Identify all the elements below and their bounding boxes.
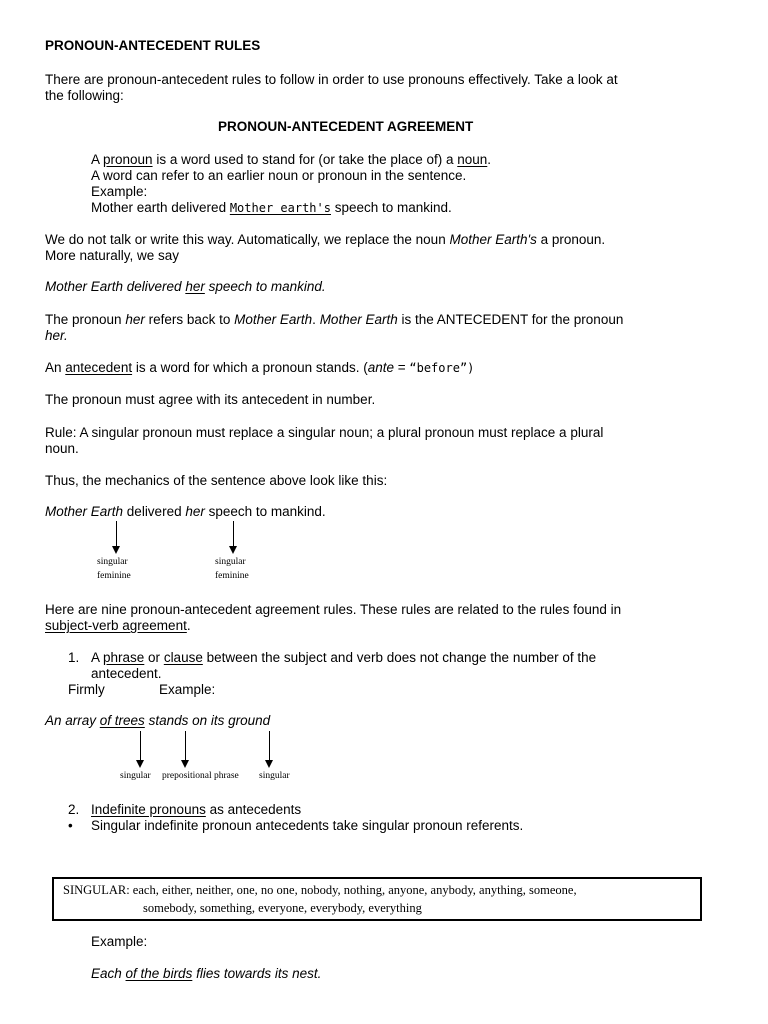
rule2-heading: Indefinite pronouns as antecedents	[91, 802, 302, 817]
page-title: PRONOUN-ANTECEDENT RULES	[45, 38, 261, 53]
agreement-statement: The pronoun must agree with its antecedent in number.	[45, 392, 376, 407]
rule1-number: 1.	[68, 650, 80, 665]
diagram1-left-label-1: singular	[97, 557, 128, 567]
example2-label: Example:	[91, 934, 148, 949]
example-sentence-1: Mother Earth delivered her speech to mankind.	[45, 279, 326, 294]
down-arrow-icon	[116, 521, 117, 547]
example-sentence-4: Each of the birds flies towards its nest.	[91, 966, 322, 981]
antecedent-term: antecedent	[65, 360, 133, 375]
diagram2-label-prepositional: prepositional phrase	[162, 771, 239, 781]
definition-example-label: Example:	[91, 184, 148, 199]
bullet-icon: •	[68, 818, 73, 833]
example-sentence-2: Mother Earth delivered her speech to mankind.	[45, 504, 326, 519]
para1-line-2: More naturally, we say	[45, 248, 180, 263]
down-arrow-icon	[269, 731, 270, 761]
thus-line: Thus, the mechanics of the sentence above look like this:	[45, 473, 388, 488]
nine-rules-line-2: subject-verb agreement.	[45, 618, 191, 633]
agreement-heading: PRONOUN-ANTECEDENT AGREEMENT	[218, 119, 474, 134]
diagram1-left-label-2: feminine	[97, 571, 131, 581]
antecedent-definition: An antecedent is a word for which a pronoun stands. (ante = “before”)	[45, 360, 475, 375]
rule2-bullet-text: Singular indefinite pronoun antecedents take singular pronoun referents.	[91, 818, 524, 833]
intro-line-1: There are pronoun-antecedent rules to follow in order to use pronouns effectively. Take a look at	[45, 72, 618, 87]
rule1-line-1: A phrase or clause between the subject and verb does not change the number of the	[91, 650, 597, 665]
noun-term: noun	[457, 152, 488, 167]
rule-line-2: noun.	[45, 441, 79, 456]
diagram1-right-label-1: singular	[215, 557, 246, 567]
down-arrow-icon	[140, 731, 141, 761]
diagram2-label-singular: singular	[120, 771, 151, 781]
pronoun-term: pronoun	[103, 152, 153, 167]
rule2-number: 2.	[68, 802, 80, 817]
example-sentence-3: An array of trees stands on its ground	[45, 713, 271, 728]
para2-line-2: her.	[45, 328, 68, 343]
definition-line-2: A word can refer to an earlier noun or pronoun in the sentence.	[91, 168, 467, 183]
intro-line-2: the following:	[45, 88, 124, 103]
para1-line-1: We do not talk or write this way. Automatically, we replace the noun Mother Earth's a pronoun.	[45, 232, 606, 247]
rule-line-1: Rule: A singular pronoun must replace a singular noun; a plural pronoun must replace a plural	[45, 425, 604, 440]
down-arrow-icon	[185, 731, 186, 761]
diagram1-right-label-2: feminine	[215, 571, 249, 581]
definition-line-1: A pronoun is a word used to stand for (or take the place of) a noun.	[91, 152, 492, 167]
mother-earths-term: Mother earth's	[229, 201, 331, 215]
diagram2-label-singular: singular	[259, 771, 290, 781]
rule1-line-2: antecedent.	[91, 666, 162, 681]
down-arrow-icon	[233, 521, 234, 547]
subject-verb-agreement-link[interactable]: subject-verb agreement	[45, 618, 187, 633]
rule1-firmly: Firmly	[68, 682, 105, 697]
singular-box-line-1: SINGULAR: each, either, neither, one, no one, nobody, nothing, anyone, anybody, anything, someone,	[63, 883, 577, 897]
rule1-example-label: Example:	[159, 682, 216, 697]
singular-box-line-2: somebody, something, everyone, everybody, everything	[143, 901, 422, 915]
definition-example: Mother earth delivered Mother earth's speech to mankind.	[91, 200, 452, 215]
para2-line-1: The pronoun her refers back to Mother Earth. Mother Earth is the ANTECEDENT for the pronoun	[45, 312, 624, 327]
nine-rules-line-1: Here are nine pronoun-antecedent agreement rules. These rules are related to the rules found in	[45, 602, 622, 617]
